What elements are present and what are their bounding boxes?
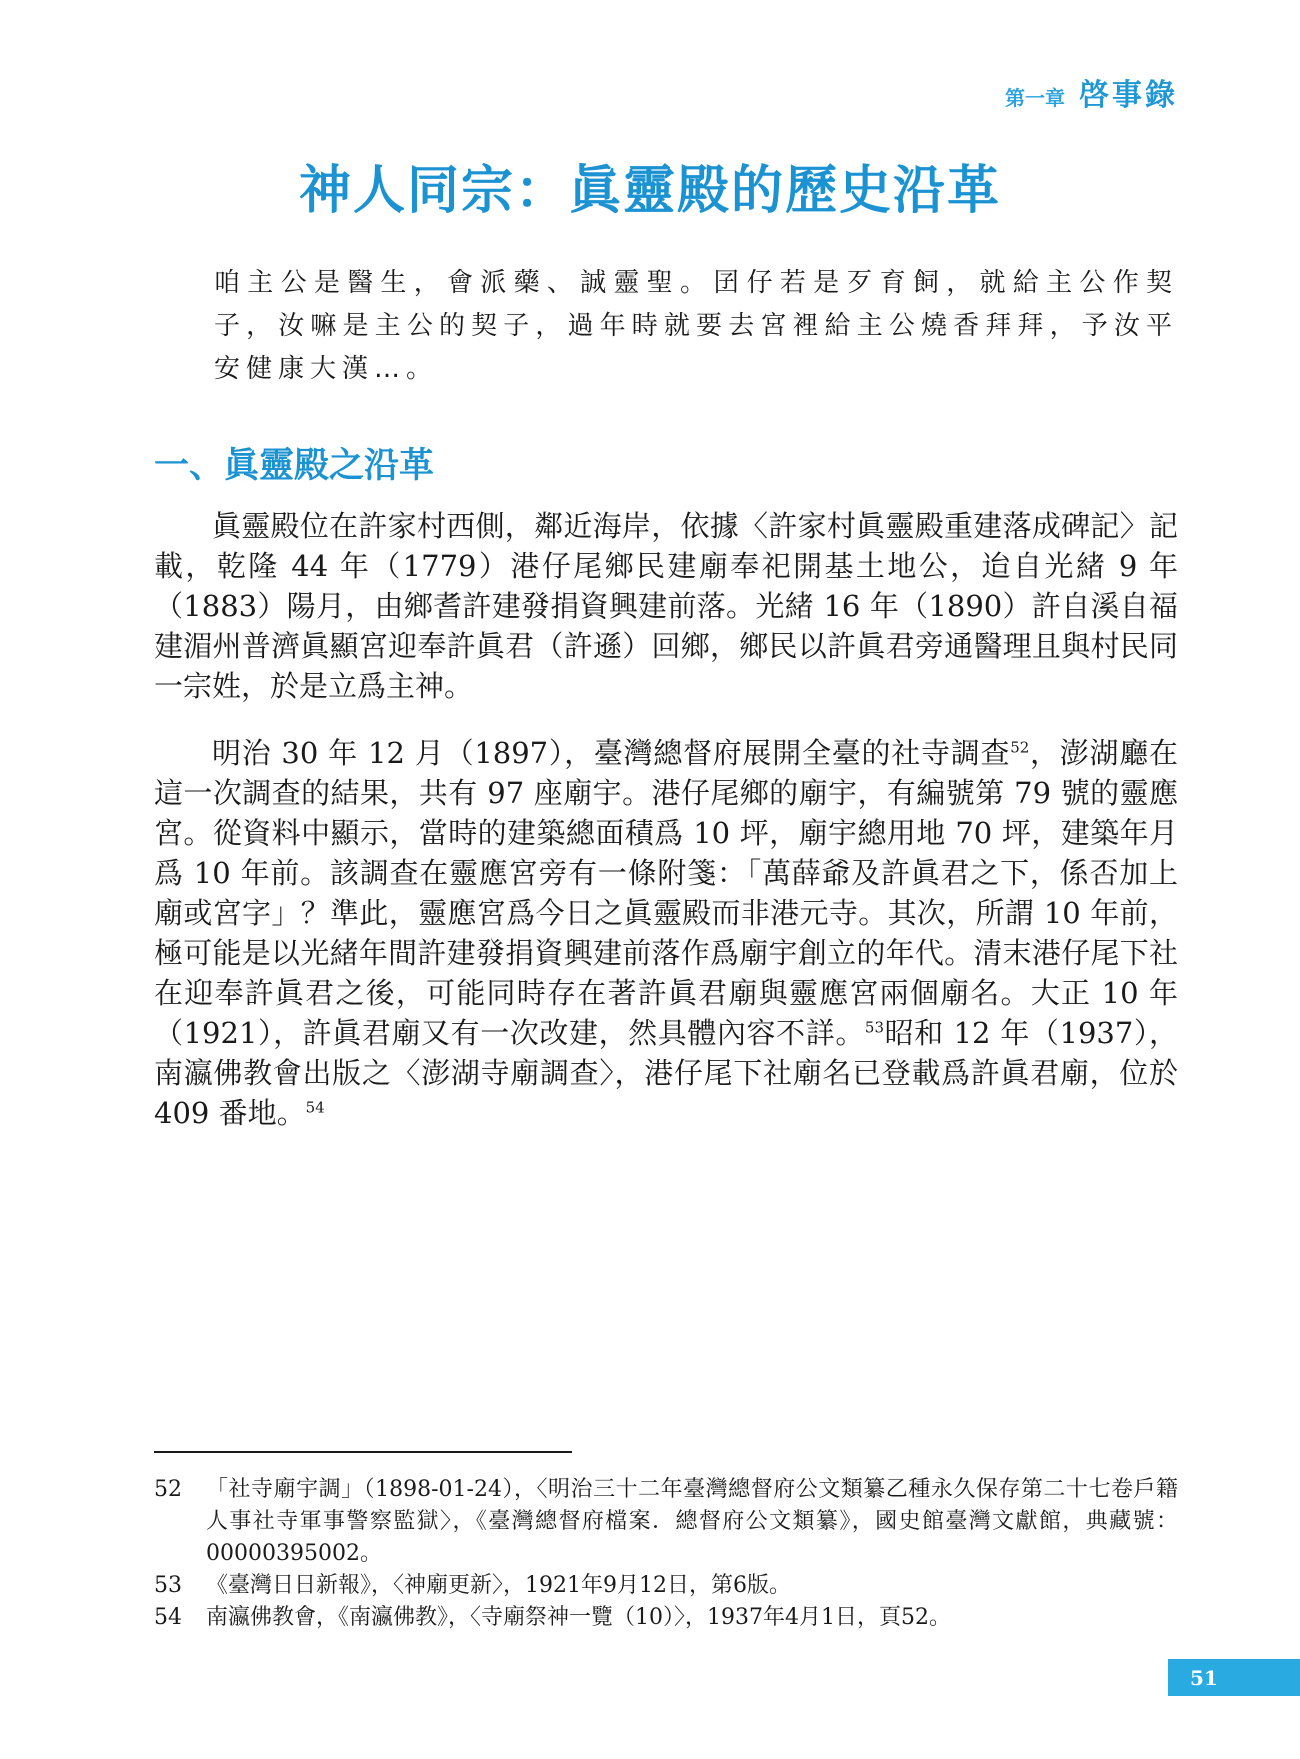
footnotes	[154, 1474, 1178, 1634]
footnote-text: 「社寺廟宇調」（1898-01-24），〈明治三十二年臺灣總督府公文類纂乙種永久保存第二十七卷戶籍人事社寺軍事警察監獄〉，《臺灣總督府檔案．總督府公文類纂》，國史館臺灣文獻館，典藏號：00000395002。	[206, 1477, 1178, 1566]
paragraph-2-text-a: 明治 30 年 12 月（1897），臺灣總督府展開全臺的社寺調查	[212, 736, 1011, 770]
body-paragraph-2	[154, 733, 1178, 1133]
body-paragraph-1: 眞靈殿位在許家村西側，鄰近海岸，依據〈許家村眞靈殿重建落成碑記〉記載，乾隆 44 年（1779）港仔尾鄉民建廟奉祀開基土地公，迨自光緒 9 年（1883）陽月，由鄉耆許建發捐資興建前落。光緒 16 年（1890）許自溪自福建湄州普濟眞顯宮迎奉許眞君（許遜）回鄉，鄉民以許眞君旁通醫理且與村民同一宗姓，於是立爲主神。	[154, 509, 1178, 703]
paragraph-2-text-b: ，澎湖廳在這一次調查的結果，共有 97 座廟宇。港仔尾鄉的廟宇，有編號第 79 號的靈應宮。從資料中顯示，當時的建築總面積爲 10 坪，廟宇總用地 70 坪，建築年月爲 10 年前。該調查在靈應宮旁有一條附箋：「萬薛爺及許眞君之下，係否加上廟或宮字」？準此，靈應宮爲今日之眞靈殿而非港元寺。其次，所謂 10 年前，極可能是以光緒年間許建發捐資興建前落作爲廟宇創立的年代。清末港仔尾下社在迎奉許眞君之後，可能同時存在著許眞君廟與靈應宮兩個廟名。大正 10 年（1921），許眞君廟又有一次改建，然具體內容不詳。	[154, 736, 1178, 1050]
footnote-number: 52	[154, 1477, 182, 1502]
footnote-item	[154, 1570, 1178, 1602]
epigraph: 咱主公是醫生，會派藥、誠靈聖。囝仔若是歹育飼，就給主公作契子，汝嘛是主公的契子，過年時就要去宮裡給主公燒香拜拜，予汝平安健康大漢…。	[214, 268, 1178, 384]
footnote-item	[154, 1602, 1178, 1634]
chapter-title: 啓事錄	[1079, 78, 1178, 113]
paragraph-2-text-c: 昭和 12 年（1937），南瀛佛教會出版之〈澎湖寺廟調查〉，港仔尾下社廟名已登載爲許眞君廟，位於 409 番地。	[154, 1016, 1178, 1130]
footnote-number: 53	[154, 1573, 182, 1598]
page-title: 神人同宗：眞靈殿的歷史沿革	[298, 161, 1001, 221]
section-heading: 一、眞靈殿之沿革	[154, 445, 435, 486]
footnote-number: 54	[154, 1605, 182, 1630]
chapter-header	[1005, 70, 1178, 114]
footnote-text: 南瀛佛教會，《南瀛佛教》，〈寺廟祭神一覽（10）〉，1937年4月1日，頁52。	[206, 1605, 951, 1630]
footnote-ref-53[interactable]: 53	[864, 1018, 885, 1037]
footnote-ref-54[interactable]: 54	[305, 1098, 325, 1117]
chapter-number: 第一章	[1005, 86, 1065, 110]
footnote-item	[154, 1474, 1178, 1570]
footnote-divider	[154, 1451, 572, 1453]
page-number: 51	[1168, 1659, 1300, 1696]
footnote-ref-52[interactable]: 52	[1010, 738, 1030, 757]
footnote-text: 《臺灣日日新報》，〈神廟更新〉，1921年9月12日，第6版。	[206, 1573, 791, 1598]
